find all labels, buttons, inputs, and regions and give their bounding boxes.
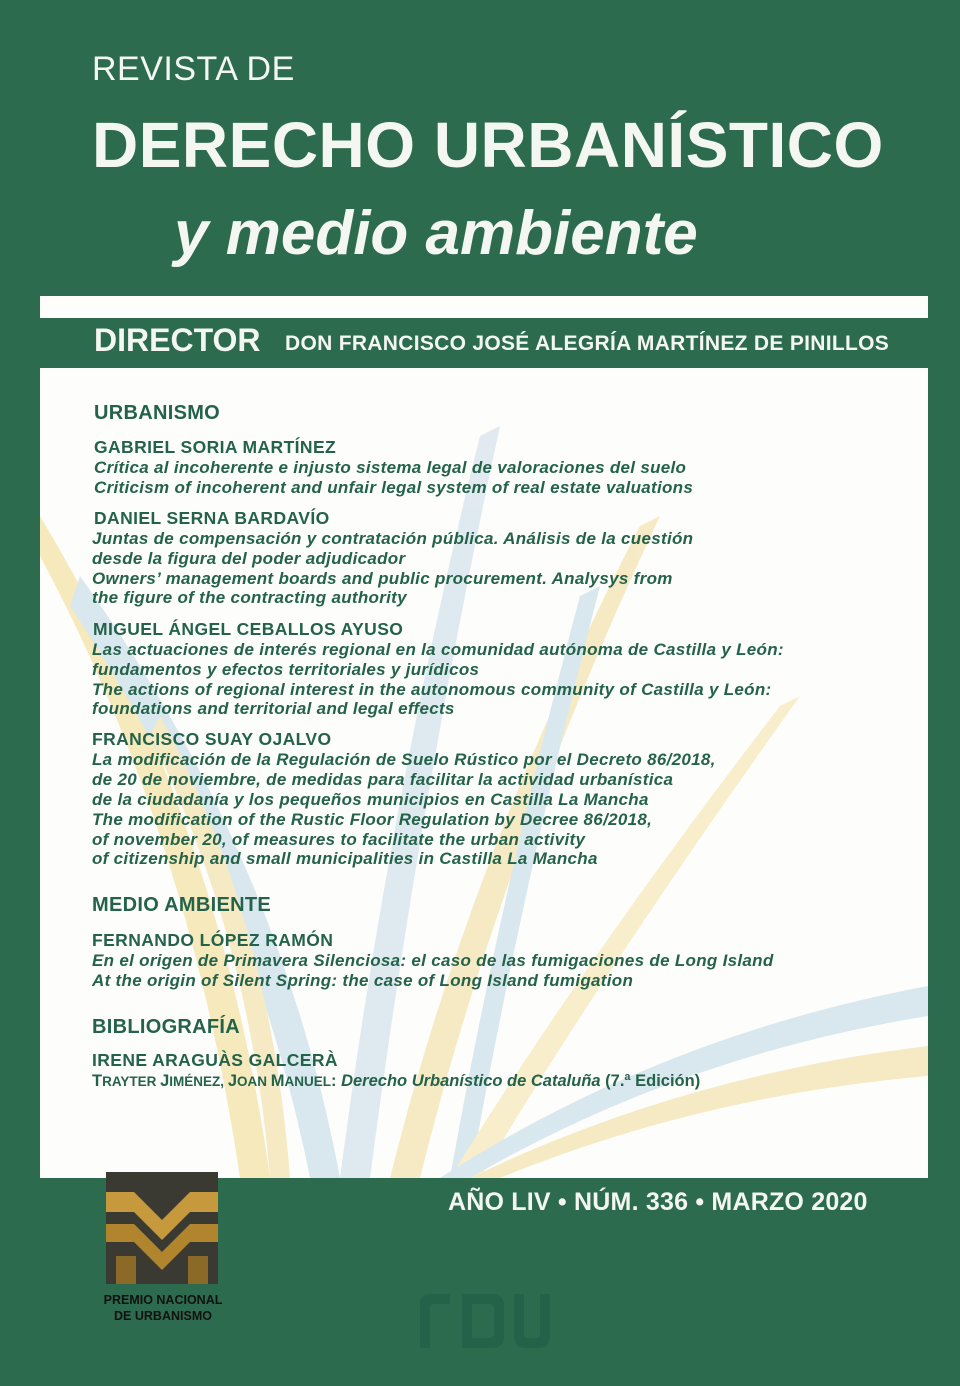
article-title-line: The modification of the Rustic Floor Regulation by Decree 86/2018, <box>92 810 653 829</box>
article-title-en: Criticism of incoherent and unfair legal system of real estate valuations <box>94 478 694 497</box>
article-author: MIGUEL ÁNGEL CEBALLOS AYUSO <box>93 619 404 639</box>
article-author: FERNANDO LÓPEZ RAMÓN <box>92 930 334 950</box>
section-heading-medio-ambiente: MEDIO AMBIENTE <box>92 894 272 916</box>
director-name: DON FRANCISCO JOSÉ ALEGRÍA MARTÍNEZ DE PINILLOS <box>285 332 890 355</box>
masthead-line1: REVISTA DE <box>92 50 295 88</box>
article-title-line: foundations and territorial and legal effects <box>92 699 455 718</box>
article-title-line: the figure of the contracting authority <box>92 588 407 607</box>
article-title-line: Juntas de compensación y contratación pública. Análisis de la cuestión <box>92 529 694 548</box>
article-title-line: Las actuaciones de interés regional en la comunidad autónoma de Castilla y León: <box>92 640 784 659</box>
article-title-line: of citizenship and small municipalities in Castilla La Mancha <box>92 849 598 868</box>
article-title-line: Owners’ management boards and public procurement. Analysys from <box>92 569 673 588</box>
section-heading-urbanismo: URBANISMO <box>94 402 221 424</box>
section-heading-bibliografia: BIBLIOGRAFÍA <box>92 1016 241 1038</box>
article-title-line: de la ciudadanía y los pequeños municipios en Castilla La Mancha <box>92 790 649 809</box>
article-title-line: La modificación de la Regulación de Suelo Rústico por el Decreto 86/2018, <box>92 750 716 769</box>
award-emblem-icon <box>106 1172 218 1284</box>
article-title-line: desde la figura del poder adjudicador <box>92 549 406 568</box>
masthead-subtitle: y medio ambiente <box>174 199 698 268</box>
director-label: DIRECTOR <box>94 322 261 358</box>
article-author: FRANCISCO SUAY OJALVO <box>92 729 332 749</box>
article-title-es: En el origen de Primavera Silenciosa: el caso de las fumigaciones de Long Island <box>92 951 774 970</box>
article-title-es: Crítica al incoherente e injusto sistema legal de valoraciones del suelo <box>94 458 687 477</box>
article-title-en: At the origin of Silent Spring: the case of Long Island fumigation <box>92 971 634 990</box>
award-line2: DE URBANISMO <box>114 1309 212 1323</box>
award-line1: PREMIO NACIONAL <box>103 1293 223 1307</box>
article-author: DANIEL SERNA BARDAVÍO <box>94 508 330 528</box>
article-title-line: fundamentos y efectos territoriales y jurídicos <box>92 660 480 679</box>
review-author: IRENE ARAGUÀS GALCERÀ <box>92 1050 338 1070</box>
article-title-line: The actions of regional interest in the autonomous community of Castilla y León: <box>92 680 772 699</box>
article-author: GABRIEL SORIA MARTÍNEZ <box>94 437 337 457</box>
article-title-line: of november 20, of measures to facilitate the urban activity <box>92 830 586 849</box>
rdu-logo-icon <box>416 1290 552 1350</box>
masthead-title: DERECHO URBANÍSTICO <box>92 109 884 181</box>
award-caption <box>80 1292 246 1324</box>
article-title-line: de 20 de noviembre, de medidas para facilitar la actividad urbanística <box>92 770 674 789</box>
review-reference: TRAYTER JIMÉNEZ, JOAN MANUEL: Derecho Urbanístico de Cataluña (7.ª Edición) <box>92 1072 701 1090</box>
issue-info: AÑO LIV • NÚM. 336 • MARZO 2020 <box>448 1188 868 1216</box>
